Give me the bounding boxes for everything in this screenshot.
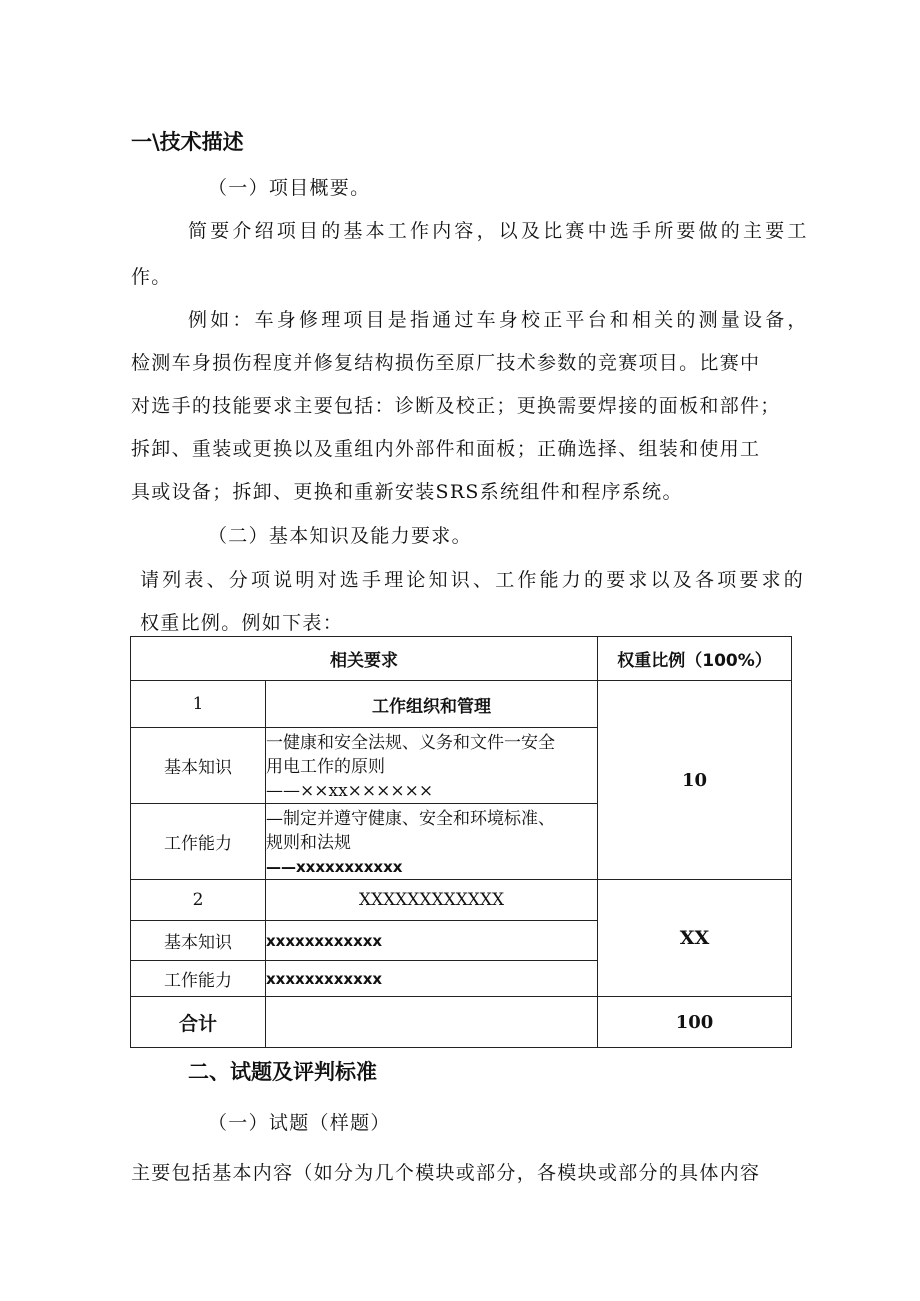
- subheading-exam: （一）试题（样题）: [208, 1112, 391, 1134]
- total-value: 100: [598, 997, 792, 1048]
- section-heading-technical: 一\技术描述: [131, 130, 244, 154]
- content-line: 用电工作的原则: [266, 757, 385, 777]
- header-weight: 权重比例（100%）: [598, 637, 792, 681]
- paragraph-line: 检测车身损伤程度并修复结构损伤至原厂技术参数的竞赛项目。比赛中: [131, 352, 761, 374]
- row-label: 工作能力: [131, 804, 266, 880]
- paragraph-line: 请列表、分项说明对选手理论知识、工作能力的要求以及各项要求的: [140, 569, 807, 591]
- paragraph-line: 具或设备；拆卸、更换和重新安装SRS系统组件和程序系统。: [131, 481, 683, 503]
- total-label: 合计: [131, 997, 266, 1048]
- content-line: —制定并遵守健康、安全和环境标准、: [266, 809, 555, 829]
- paragraph-line: 权重比例。例如下表：: [140, 612, 344, 634]
- row-content: [266, 804, 598, 880]
- row-number: 1: [131, 681, 266, 728]
- paragraph-line: 主要包括基本内容（如分为几个模块或部分，各模块或部分的具体内容: [131, 1162, 761, 1184]
- paragraph-line: 对选手的技能要求主要包括：诊断及校正；更换需要焊接的面板和部件；: [131, 395, 781, 417]
- row-title: 工作组织和管理: [266, 681, 598, 728]
- paragraph-line: 例如：车身修理项目是指通过车身校正平台和相关的测量设备，: [188, 309, 810, 331]
- paragraph-line: 作。: [131, 266, 172, 288]
- paragraph-line: 简要介绍项目的基本工作内容，以及比赛中选手所要做的主要工: [188, 220, 810, 242]
- header-requirements: 相关要求: [131, 637, 598, 681]
- row-label: 工作能力: [131, 961, 266, 997]
- paragraph-line: 拆卸、重装或更换以及重组内外部件和面板；正确选择、组装和使用工: [131, 438, 761, 460]
- weight-value: XX: [598, 880, 792, 997]
- row-number: 2: [131, 880, 266, 921]
- row-title: XXXXXXXXXXXX: [266, 880, 598, 921]
- total-empty-cell: [266, 997, 598, 1048]
- row-content: xxxxxxxxxxxx: [266, 961, 598, 997]
- content-line: 规则和法规: [266, 833, 351, 853]
- requirements-table: [130, 636, 792, 1048]
- row-label: 基本知识: [131, 921, 266, 961]
- row-label: 基本知识: [131, 728, 266, 804]
- subheading-requirements: （二）基本知识及能力要求。: [208, 525, 472, 547]
- weight-value: 10: [598, 681, 792, 880]
- subheading-overview: （一）项目概要。: [208, 177, 371, 199]
- content-line: 一健康和安全法规、义务和文件一安全: [266, 733, 555, 753]
- content-line: ——xxxxxxxxxxx: [266, 858, 403, 876]
- section-heading-exam: 二、试题及评判标准: [188, 1060, 377, 1084]
- content-line: ——××xx××××××: [266, 781, 434, 801]
- row-content: xxxxxxxxxxxx: [266, 921, 598, 961]
- row-content: [266, 728, 598, 804]
